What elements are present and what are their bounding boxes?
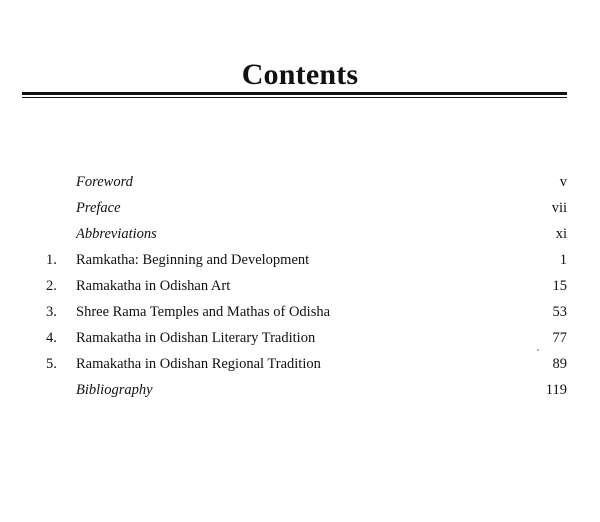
toc-entry-page: 15 (552, 278, 567, 294)
toc-entry-number: 4. (46, 330, 57, 346)
toc-entry-preface[interactable] (0, 195, 600, 221)
toc-entry-title[interactable]: Foreword (76, 174, 133, 190)
toc-entry-title[interactable]: Shree Rama Temples and Mathas of Odisha (76, 304, 331, 320)
print-speck (537, 349, 539, 351)
toc-entry-title[interactable]: Ramkatha: Beginning and Development (76, 252, 310, 268)
toc-entry-number: 3. (46, 304, 57, 320)
toc-entry-chapter-1[interactable] (0, 247, 600, 273)
toc-entry-title[interactable]: Ramakatha in Odishan Art (76, 278, 231, 294)
toc-entry-title[interactable]: Bibliography (76, 382, 153, 398)
toc-entry-page: xi (555, 226, 567, 242)
toc-entry-foreword[interactable] (0, 169, 600, 195)
toc-entry-chapter-4[interactable] (0, 325, 600, 351)
toc-entry-page: v (559, 174, 567, 190)
toc-entry-page: 77 (552, 330, 567, 346)
title-rule-thin (22, 97, 567, 98)
toc-entry-page: 89 (552, 356, 567, 372)
toc-entry-chapter-2[interactable] (0, 273, 600, 299)
toc-entry-title[interactable]: Preface (76, 200, 121, 216)
toc-entry-chapter-5[interactable] (0, 351, 600, 377)
toc-entry-page: 1 (559, 252, 567, 268)
toc-entry-number: 5. (46, 356, 57, 372)
toc-entry-title[interactable]: Abbreviations (76, 226, 157, 242)
toc-entry-chapter-3[interactable] (0, 299, 600, 325)
page-title: Contents (241, 58, 359, 91)
toc-entry-number: 1. (46, 252, 57, 268)
table-of-contents (0, 169, 600, 403)
toc-entry-title[interactable]: Ramakatha in Odishan Literary Tradition (76, 330, 316, 346)
toc-entry-number: 2. (46, 278, 57, 294)
toc-entry-page: 119 (545, 382, 567, 398)
toc-entry-abbreviations[interactable] (0, 221, 600, 247)
title-rule-thick (22, 92, 567, 95)
toc-entry-page: 53 (552, 304, 567, 320)
toc-entry-page: vii (551, 200, 567, 216)
toc-entry-bibliography[interactable] (0, 377, 600, 403)
toc-entry-title[interactable]: Ramakatha in Odishan Regional Tradition (76, 356, 321, 372)
